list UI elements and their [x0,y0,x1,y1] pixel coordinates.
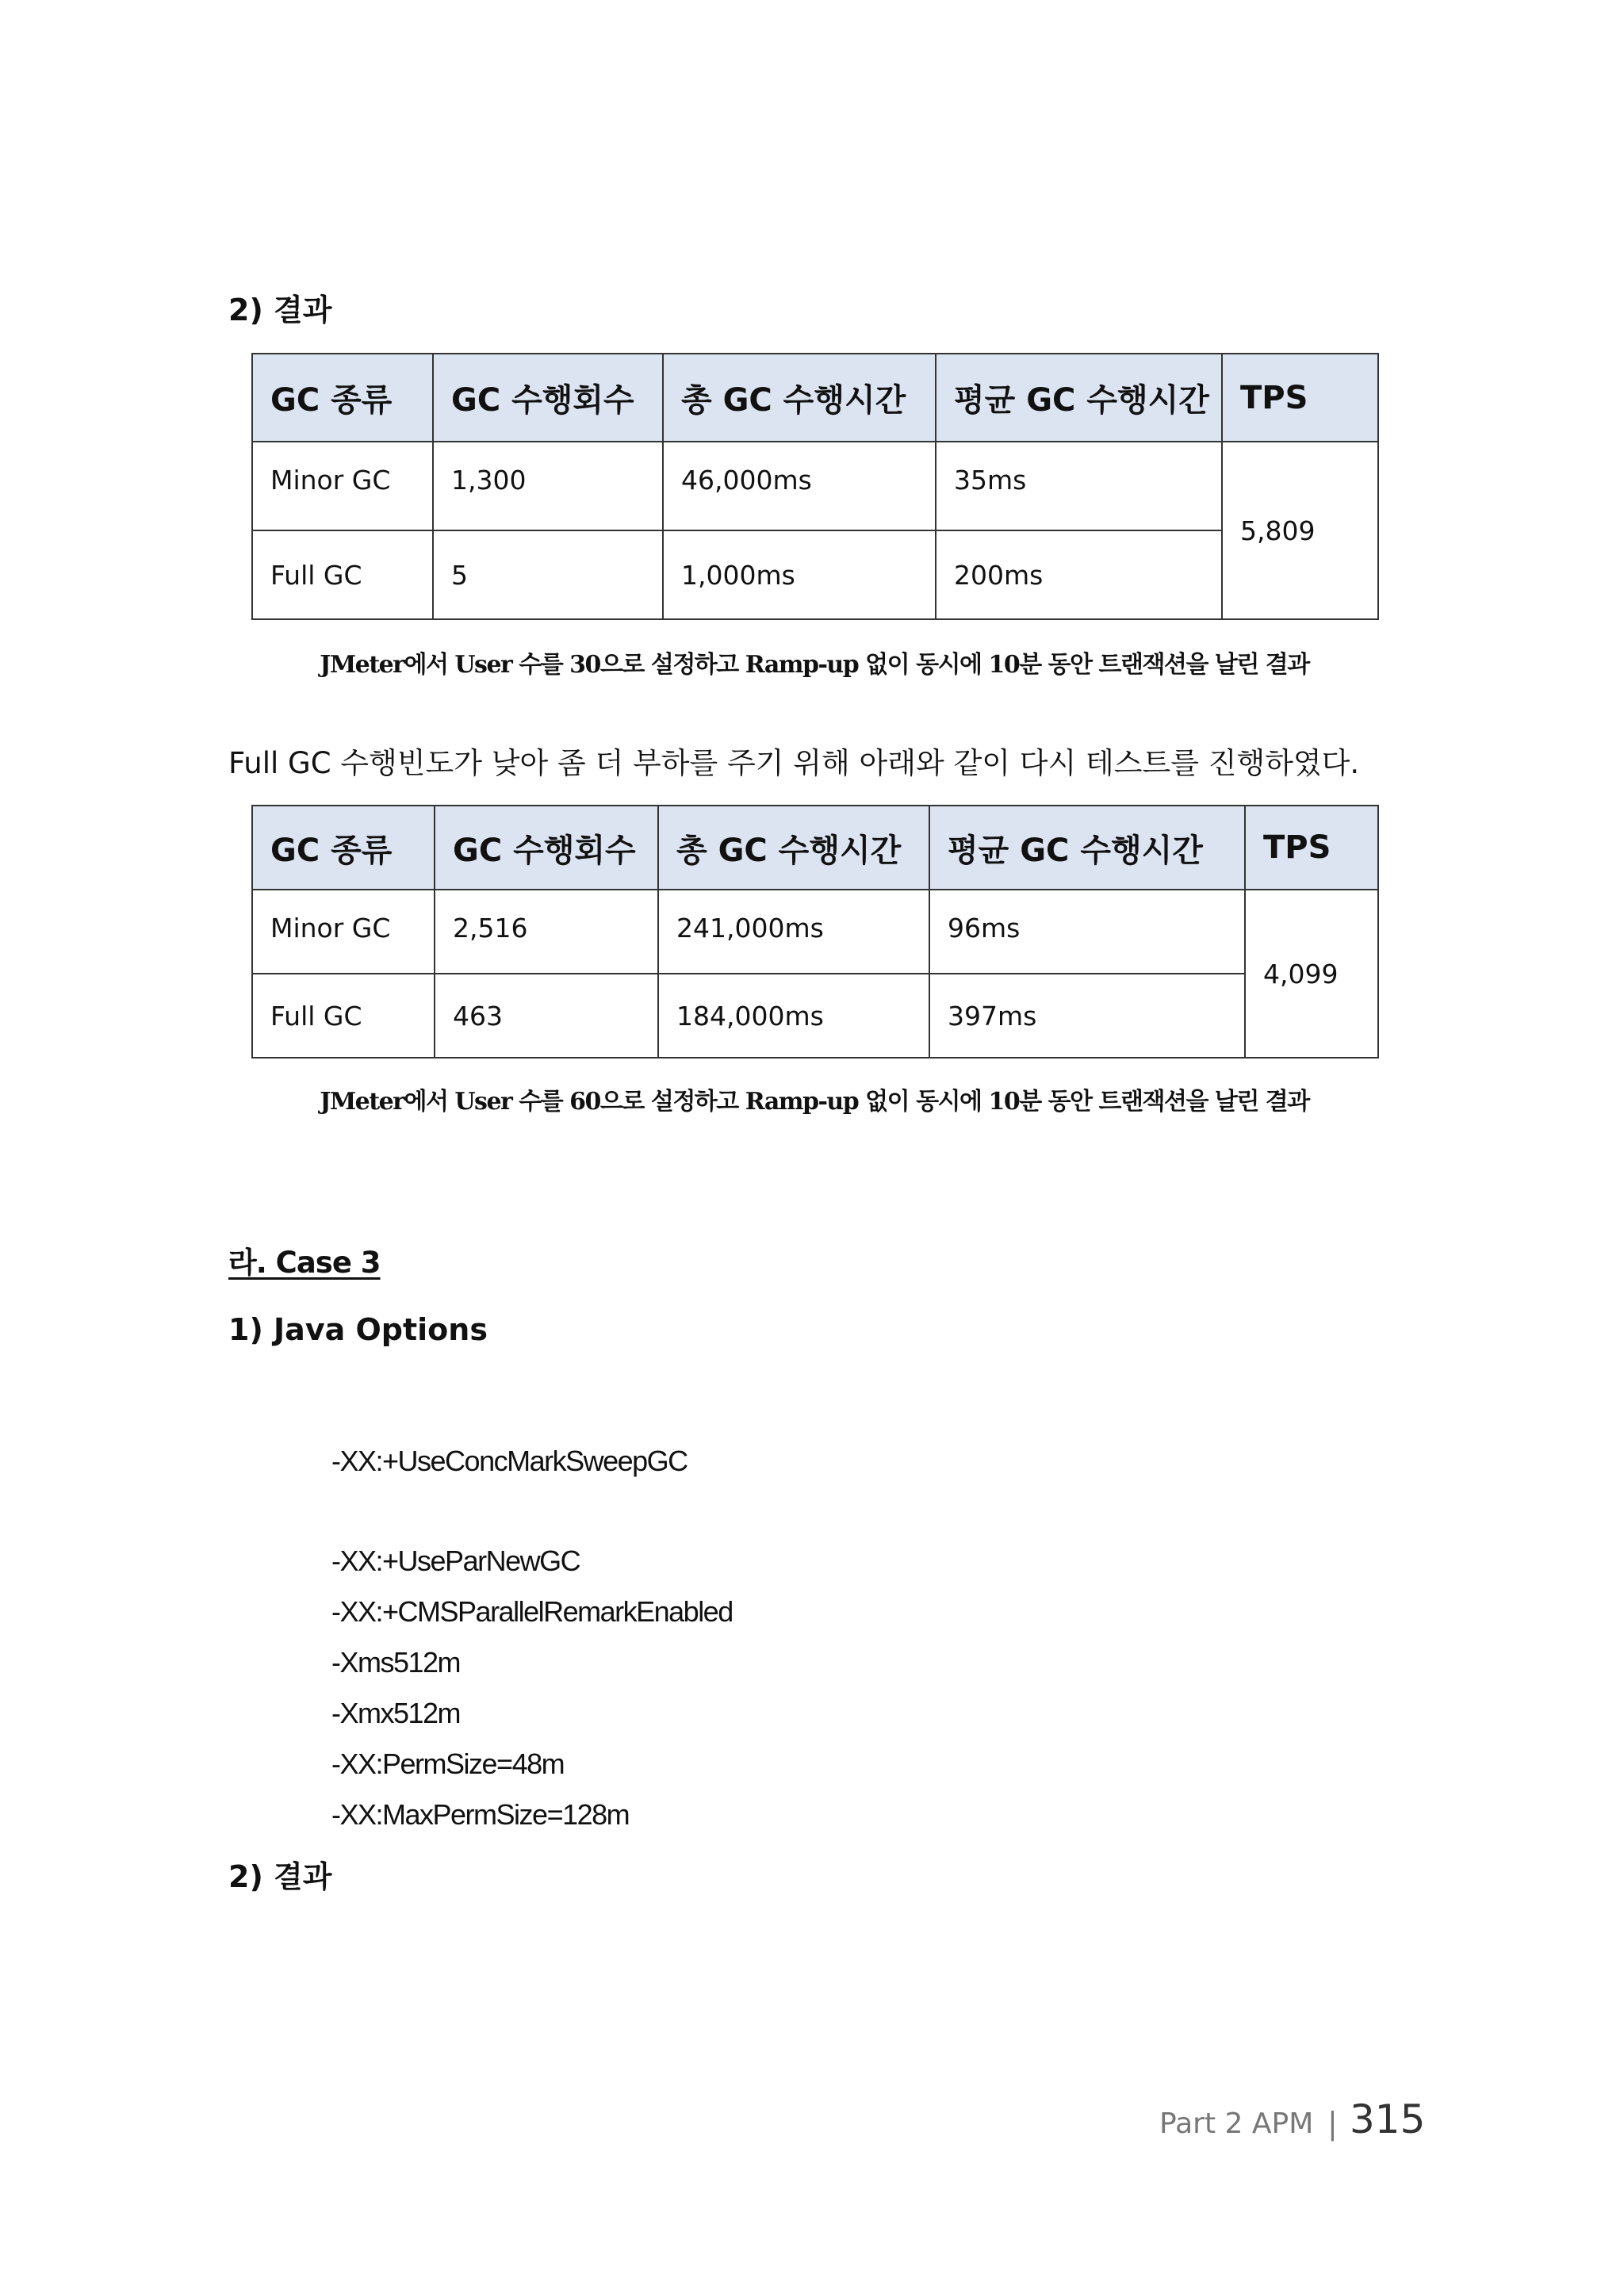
header-avg-gc-time: 평균 GC 수행시간 [936,354,1222,442]
cell-avg-gc-time: 35ms [936,442,1222,530]
cell-total-gc-time: 46,000ms [663,442,936,530]
table-row [252,890,1378,974]
java-option: -XX:PermSize=48m [331,1748,565,1780]
header-avg-gc-time: 평균 GC 수행시간 [929,806,1245,890]
header-gc-type: GC 종류 [252,354,433,442]
cell-tps: 5,809 [1222,442,1378,619]
cell-total-gc-time: 184,000ms [658,974,929,1058]
java-option: -Xms512m [331,1646,461,1679]
cell-avg-gc-time: 397ms [929,974,1245,1058]
header-gc-type: GC 종류 [252,806,435,890]
cell-total-gc-time: 241,000ms [658,890,929,974]
cell-total-gc-time: 1,000ms [663,530,936,619]
table-row [252,442,1378,530]
page-number: 315 [1350,2096,1426,2142]
cell-avg-gc-time: 96ms [929,890,1245,974]
table-caption-2: JMeter에서 User 수를 60으로 설정하고 Ramp-up 없이 동시에 10분 동안 트랜잭션을 날린 결과 [320,1088,1309,1116]
table-caption-1: JMeter에서 User 수를 30으로 설정하고 Ramp-up 없이 동시에 10분 동안 트랜잭션을 날린 결과 [320,651,1309,679]
cell-gc-count: 463 [435,974,658,1058]
cell-gc-count: 2,516 [435,890,658,974]
case3-heading: 라. Case 3 [228,1246,381,1280]
header-total-gc-time: 총 GC 수행시간 [663,354,936,442]
body-paragraph: Full GC 수행빈도가 낮아 좀 더 부하를 주기 위해 아래와 같이 다시 테스트를 진행하였다. [228,746,1360,780]
footer-part-label: Part 2 APM [1159,2107,1314,2140]
cell-gc-type: Full GC [252,530,433,619]
section-heading-result: 2) 결과 [228,293,332,327]
java-options-heading: 1) Java Options [228,1312,488,1347]
cell-gc-count: 5 [433,530,663,619]
gc-results-table-2 [251,805,1379,1058]
java-option: -XX:+UseConcMarkSweepGC [331,1445,688,1477]
gc-results-table-1 [251,353,1379,620]
java-option: -XX:+CMSParallelRemarkEnabled [331,1595,733,1628]
case3-result-heading: 2) 결과 [228,1859,332,1894]
cell-avg-gc-time: 200ms [936,530,1222,619]
java-option: -Xmx512m [331,1697,461,1729]
header-gc-count: GC 수행회수 [435,806,658,890]
header-total-gc-time: 총 GC 수행시간 [658,806,929,890]
java-option: -XX:+UseParNewGC [331,1545,580,1577]
header-tps: TPS [1222,354,1378,442]
cell-gc-type: Minor GC [252,890,435,974]
cell-tps: 4,099 [1245,890,1378,1058]
table-header-row [252,354,1378,442]
table-row [252,530,1378,619]
header-gc-count: GC 수행회수 [433,354,663,442]
cell-gc-type: Minor GC [252,442,433,530]
table-header-row [252,806,1378,890]
cell-gc-count: 1,300 [433,442,663,530]
footer-separator: | [1327,2106,1338,2141]
header-tps: TPS [1245,806,1378,890]
java-option: -XX:MaxPermSize=128m [331,1798,630,1831]
cell-gc-type: Full GC [252,974,435,1058]
table-row [252,974,1378,1058]
